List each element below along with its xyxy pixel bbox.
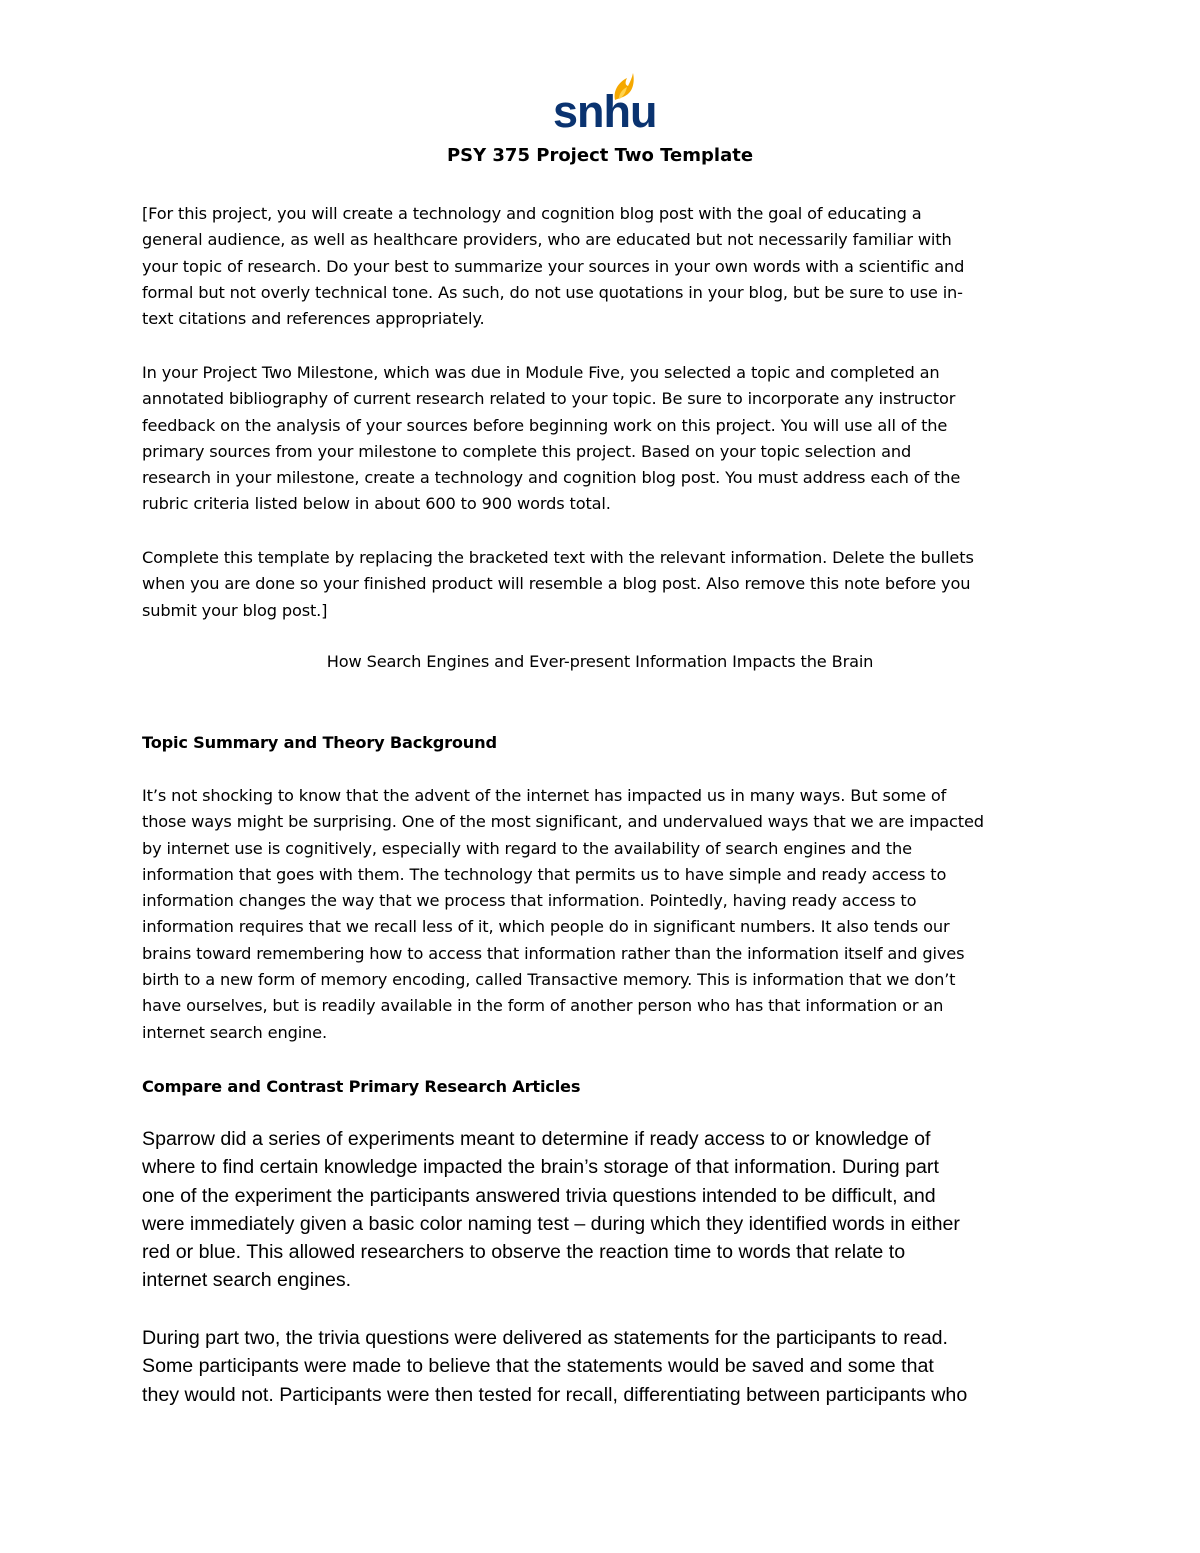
text-line: [For this project, you will create a technology and cognition blog post with the goal of educating a	[142, 204, 922, 223]
text-line: primary sources from your milestone to complete this project. Based on your topic selection and	[142, 441, 912, 461]
text-line: text citations and references appropriately.	[142, 309, 485, 329]
text-line: rubric criteria listed below in about 600 to 900 words total.	[142, 494, 611, 514]
text-line: those ways might be surprising. One of the most significant, and undervalued ways that we are impacted	[142, 812, 984, 832]
text-line: annotated bibliography of current research related to your topic. Be sure to incorporate any instructor	[142, 389, 956, 409]
intro-paragraph-2	[142, 360, 1072, 518]
text-line: feedback on the analysis of your sources before beginning work on this project. You will use all of the	[142, 415, 948, 435]
section-heading-topic-summary: Topic Summary and Theory Background	[142, 733, 497, 752]
text-line: internet search engine.	[142, 1022, 327, 1042]
compare-contrast-paragraph-2	[142, 1324, 1082, 1409]
text-line: In your Project Two Milestone, which was due in Module Five, you selected a topic and completed an	[142, 363, 940, 382]
blog-title: How Search Engines and Ever-present Information Impacts the Brain	[326, 652, 874, 671]
snhu-logo	[553, 72, 657, 137]
text-line: research in your milestone, create a technology and cognition blog post. You must address each of the	[142, 468, 961, 488]
text-line: red or blue. This allowed researchers to observe the reaction time to words that relate to	[142, 1241, 906, 1264]
text-line: internet search engines.	[142, 1269, 352, 1292]
section-heading-compare-contrast: Compare and Contrast Primary Research Articles	[142, 1077, 581, 1096]
text-line: they would not. Participants were then tested for recall, differentiating between participants who	[142, 1383, 968, 1406]
text-line: brains toward remembering how to access that information rather than the information itself and gives	[142, 943, 965, 963]
text-line: Complete this template by replacing the bracketed text with the relevant information. Delete the bullets	[142, 548, 974, 567]
document-title: PSY 375 Project Two Template	[446, 145, 754, 166]
text-line: formal but not overly technical tone. As such, do not use quotations in your blog, but be sure to use in-	[142, 282, 963, 302]
text-line: information that goes with them. The technology that permits us to have simple and ready access to	[142, 864, 947, 884]
text-line: have ourselves, but is readily available in the form of another person who has that information or an	[142, 996, 944, 1016]
text-line: when you are done so your finished product will resemble a blog post. Also remove this note before you	[142, 574, 971, 594]
text-line: information changes the way that we process that information. Pointedly, having ready access to	[142, 891, 917, 911]
logo-wordmark: snhu	[553, 86, 657, 137]
text-line: one of the experiment the participants answered trivia questions intended to be difficult, and	[142, 1184, 936, 1207]
topic-summary-paragraph	[142, 783, 1072, 1046]
text-line: submit your blog post.]	[142, 600, 328, 620]
text-line: were immediately given a basic color naming test – during which they identified words in either	[142, 1212, 960, 1235]
intro-paragraph-1	[142, 201, 1072, 332]
text-line: It’s not shocking to know that the advent of the internet has impacted us in many ways. But some of	[142, 786, 947, 805]
text-line: where to find certain knowledge impacted the brain’s storage of that information. During part	[142, 1156, 939, 1179]
text-line: Sparrow did a series of experiments meant to determine if ready access to or knowledge of	[142, 1128, 931, 1150]
text-line: birth to a new form of memory encoding, called Transactive memory. This is information that we don’t	[142, 970, 956, 990]
intro-paragraph-3	[142, 545, 1072, 624]
text-line: During part two, the trivia questions were delivered as statements for the participants to read.	[142, 1327, 948, 1349]
compare-contrast-paragraph-1	[142, 1125, 1082, 1295]
text-line: your topic of research. Do your best to summarize your sources in your own words with a scientific and	[142, 256, 965, 276]
text-line: Some participants were made to believe that the statements would be saved and some that	[142, 1355, 934, 1378]
text-line: information requires that we recall less of it, which people do in significant numbers. It also tends our	[142, 917, 950, 937]
text-line: by internet use is cognitively, especially with regard to the availability of search engines and the	[142, 838, 912, 858]
text-line: general audience, as well as healthcare providers, who are educated but not necessarily familiar with	[142, 230, 952, 250]
